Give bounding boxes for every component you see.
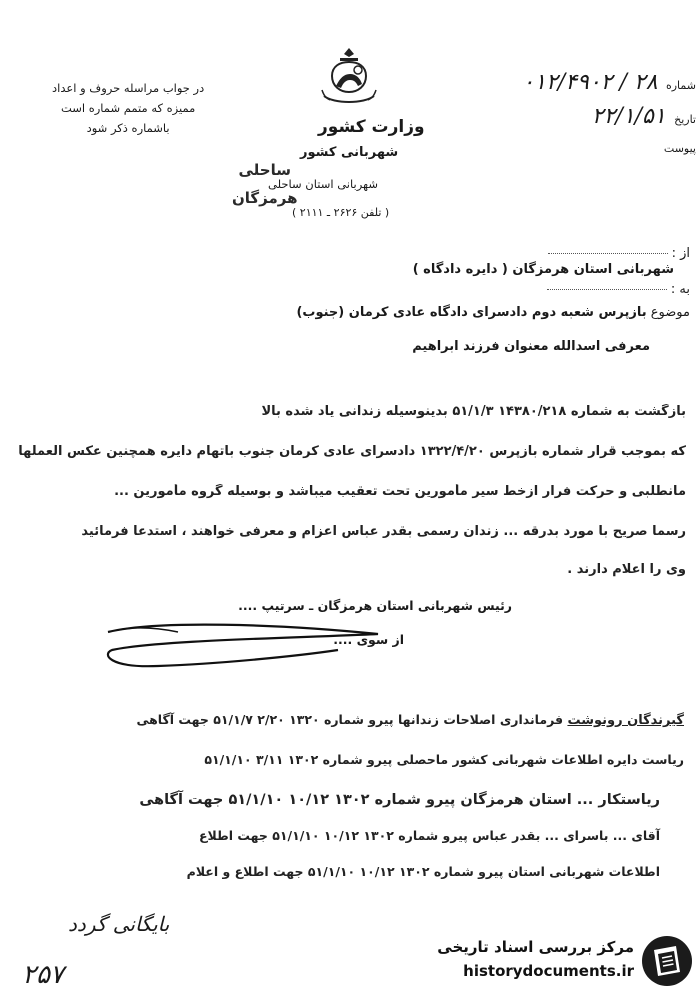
attachment — [660, 140, 696, 156]
reply-instruction-line: باشماره ذکر شود — [86, 121, 170, 135]
page-number: ۲۵۷ — [22, 960, 64, 990]
copy-recipient-text: فرمانداری اصلاحات زندانها پیرو شماره ۱۳۲۰ ۲/۲۰ ۵۱/۱/۷ جهت آگاهی — [136, 712, 564, 727]
body-line: رسما صریح با مورد بدرقه ... زندان رسمی بقدر عباس اعزام و معرفی خواهند ، استدعا فرمائید — [81, 524, 686, 539]
police-title: شهربانی کشور — [300, 145, 399, 160]
ministry-title: وزارت کشور — [318, 117, 425, 137]
body-line: وی را اعلام دارند . — [567, 562, 686, 577]
from-label: از : — [671, 246, 690, 261]
reply-instruction-line: ممیزه که متمم شماره است — [60, 101, 196, 115]
copy-recipients-title: گیرندگان رونوشت — [567, 713, 684, 728]
filing-note: بایگانی گردد — [68, 912, 170, 936]
recipient-value: شهربانی استان هرمزگان ( دایره دادگاه ) — [412, 262, 674, 277]
lion-and-sun-emblem-icon — [318, 46, 380, 106]
signature-on-behalf: از سوی .... — [333, 632, 404, 647]
number-label: شماره — [665, 79, 696, 92]
copy-recipient: ریاست دایره اطلاعات شهربانی کشور ماحصلی پیرو شماره ۱۳۰۲ ۳/۱۱ ۵۱/۱/۱۰ — [204, 752, 684, 767]
copy-recipient: ریاستکار ... استان هرمزگان پیرو شماره ۱۳۰۲ ۱۰/۱۲ ۵۱/۱/۱۰ جهت آگاهی — [139, 792, 660, 808]
archive-logo-icon — [640, 934, 694, 988]
signature-title: رئیس شهربانی استان هرمزگان ـ سرتیپ .... — [238, 598, 512, 613]
archive-watermark — [410, 930, 696, 992]
letter-number — [522, 70, 696, 95]
body-line: مانطلبی و حرکت فرار ازخط سیر مأمورین تحت تعقیب میباشد و بوسیله گروه مأمورین ... — [114, 484, 686, 499]
date-label: تاریخ — [674, 113, 696, 126]
handwritten-signature-icon — [98, 610, 388, 670]
stamp-line: هرمزگان — [232, 189, 298, 207]
letter-date — [592, 104, 696, 129]
body-line: بازگشت به شماره ۱۴۳۸۰/۲۱۸ ۵۱/۱/۳ بدینوسیله زندانی یاد شده بالا — [261, 404, 686, 419]
province-title: شهربانی استان ساحلی — [268, 177, 378, 191]
to-label: به : — [670, 282, 690, 297]
from-field — [548, 246, 690, 261]
subject-line-2: معرفی اسدالله معنوان فرزند ابراهیم — [412, 339, 650, 354]
subject-text: بازپرس شعبه دوم دادسرای دادگاه عادی کرمان (جنوب) — [296, 305, 647, 320]
copy-recipient — [136, 712, 684, 728]
reply-instruction-line: در جواب مراسله حروف و اعداد — [52, 81, 205, 95]
phone-numbers: ( تلفن ۲۶۲۶ ـ ۲۱۱۱ ) — [292, 206, 390, 219]
number-value: ۲۸ / ۰۱۲/۴۹۰۲ — [522, 70, 658, 95]
watermark-url: historydocuments.ir — [463, 962, 634, 980]
reply-instructions — [52, 78, 204, 138]
date-value: ۲۲/۱/۵۱ — [591, 104, 666, 129]
body-line: که بموجب قرار شماره بازپرس ۱۳۲۲/۴/۲۰ دادسرای عادی کرمان جنوب باتهام دایره همچنین عکس العملها — [18, 444, 686, 459]
copy-recipient: اطلاعات شهربانی استان پیرو شماره ۱۳۰۲ ۱۰/۱۲ ۵۱/۱/۱۰ جهت اطلاع و اعلام — [186, 864, 660, 879]
subject-label: موضوع — [650, 305, 690, 320]
watermark-title: مرکز بررسی اسناد تاریخی — [437, 938, 634, 956]
attachment-label: پیوست — [663, 142, 696, 155]
to-field — [547, 282, 690, 297]
stamp-line: ساحلی — [238, 161, 291, 179]
copy-recipient: آقای ... باسرای ... بقدر عباس پیرو شماره ۱۳۰۲ ۱۰/۱۲ ۵۱/۱/۱۰ جهت اطلاع — [198, 828, 660, 843]
subject-line-1 — [296, 305, 690, 320]
